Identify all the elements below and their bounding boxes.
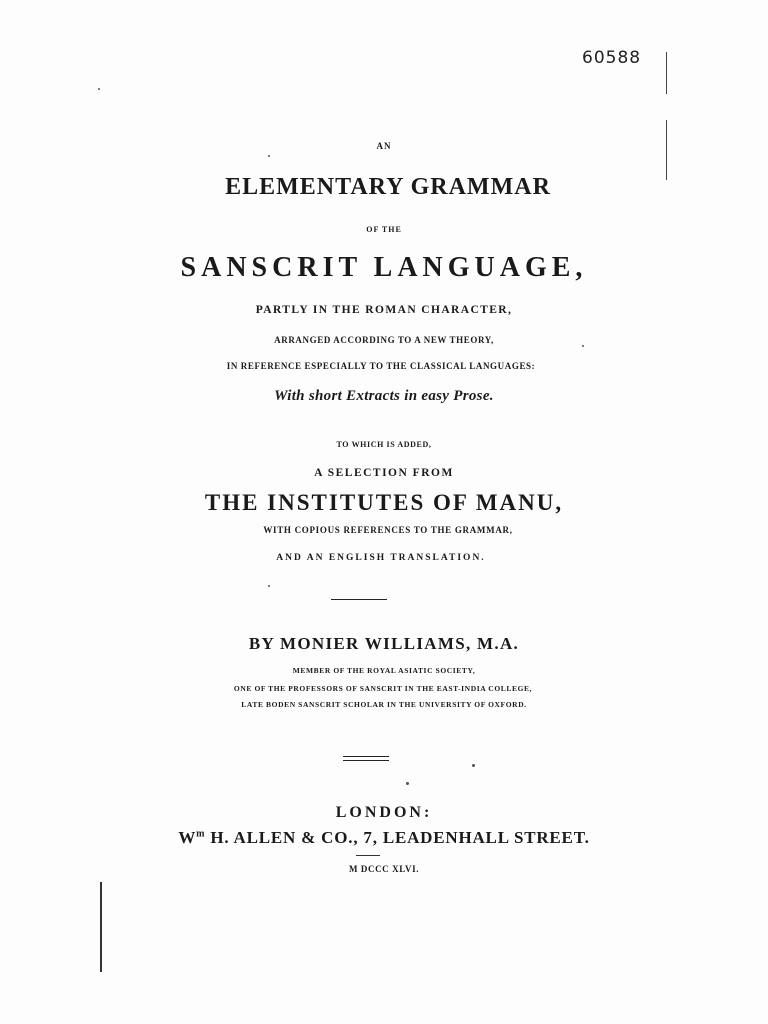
copious-references: WITH COPIOUS REFERENCES TO THE GRAMMAR,	[263, 525, 513, 535]
subtitle-classical-languages: IN REFERENCE ESPECIALLY TO THE CLASSICAL LANGUAGES:	[226, 361, 536, 371]
subtitle-new-theory: ARRANGED ACCORDING TO A NEW THEORY,	[274, 335, 494, 345]
page-edge-mark	[666, 52, 667, 94]
paper-speck	[268, 585, 270, 587]
title-elementary-grammar: ELEMENTARY GRAMMAR	[225, 174, 551, 200]
to-which-is-added: TO WHICH IS ADDED,	[336, 440, 432, 449]
page-edge-mark	[100, 882, 102, 972]
paper-speck	[406, 782, 409, 785]
title-of-the: OF THE	[366, 225, 402, 234]
publisher-name: H. ALLEN & CO., 7, LEADENHALL STREET.	[205, 828, 590, 847]
paper-speck	[98, 88, 100, 90]
author-credential-boden: LATE BODEN SANSCRIT SCHOLAR IN THE UNIVERSITY OF OXFORD.	[241, 700, 527, 709]
title-an: AN	[376, 141, 392, 151]
subtitle-roman-character: PARTLY IN THE ROMAN CHARACTER,	[255, 304, 513, 316]
imprint-date: M DCCC XLVI.	[348, 864, 420, 874]
institutes-of-manu: THE INSTITUTES OF MANU,	[204, 490, 564, 515]
imprint-city: LONDON:	[335, 804, 433, 821]
paper-speck	[268, 155, 270, 157]
paper-speck	[582, 345, 584, 347]
divider-rule	[331, 599, 387, 600]
double-divider-rule	[343, 756, 389, 761]
shelfmark-number: 60588	[582, 48, 642, 68]
author-credential-member: MEMBER OF THE ROYAL ASIATIC SOCIETY,	[292, 666, 476, 675]
author-byline: BY MONIER WILLIAMS, M.A.	[248, 634, 520, 653]
publisher-prefix: W	[178, 828, 197, 847]
short-rule	[356, 855, 380, 856]
publisher-superscript: m	[196, 828, 206, 840]
author-credential-professor: ONE OF THE PROFESSORS OF SANSCRIT IN THE EAST-INDIA COLLEGE,	[233, 684, 533, 693]
english-translation: AND AN ENGLISH TRANSLATION.	[276, 553, 486, 563]
subtitle-short-extracts: With short Extracts in easy Prose.	[274, 388, 494, 404]
title-sanscrit-language: SANSCRIT LANGUAGE,	[180, 252, 588, 283]
paper-speck	[472, 764, 475, 767]
a-selection-from: A SELECTION FROM	[314, 467, 454, 479]
imprint-publisher	[0, 828, 768, 848]
